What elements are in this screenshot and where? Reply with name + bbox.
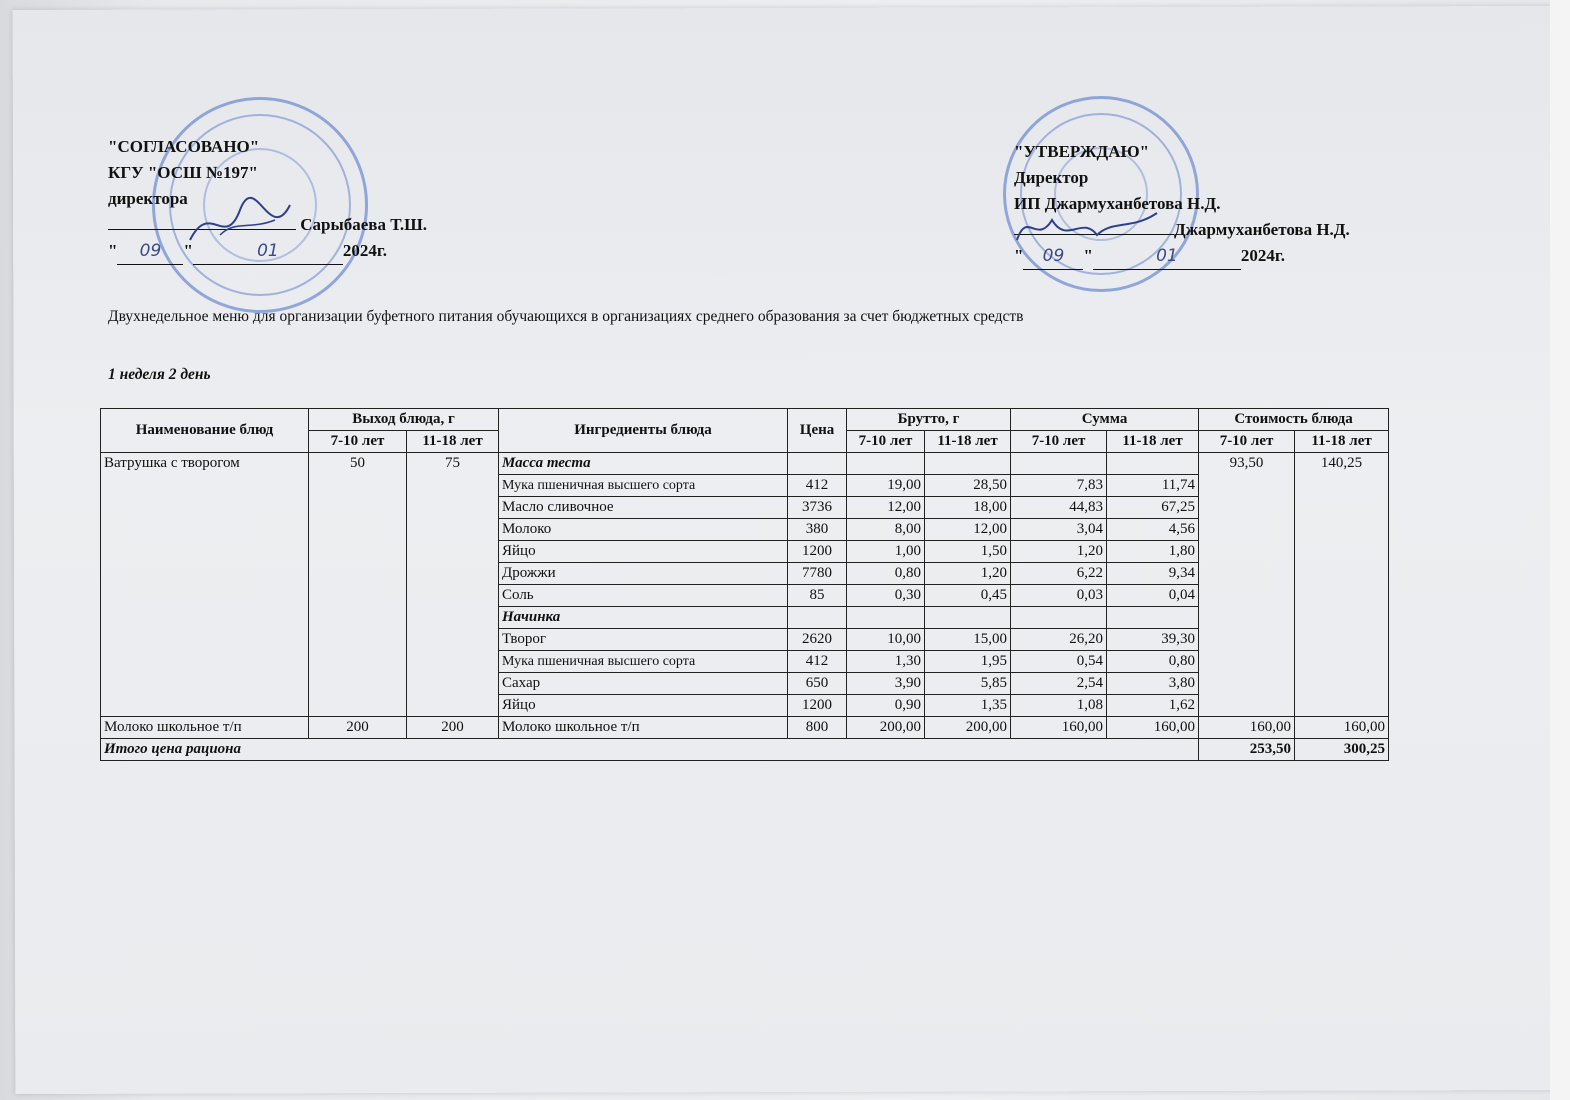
company-name: ИП Джармуханбетова Н.Д.: [1014, 194, 1221, 213]
signature-line: [1014, 217, 1350, 243]
ingredient-group: Масса теста: [499, 453, 788, 475]
col-ingredients: Ингредиенты блюда: [499, 409, 788, 453]
ingredient: Молоко: [499, 519, 788, 541]
signature-line: [108, 212, 427, 238]
sum-11-18: 1,62: [1107, 695, 1199, 717]
price: 2620: [788, 629, 847, 651]
table-row: [101, 717, 1389, 739]
age-7-10: 7-10 лет: [847, 431, 925, 453]
signer-name: Сарыбаева Т.Ш.: [300, 215, 428, 234]
gross-7-10: 8,00: [847, 519, 925, 541]
ingredient-group: Начинка: [499, 607, 788, 629]
price: 7780: [788, 563, 847, 585]
ingredient: Молоко школьное т/п: [499, 717, 788, 739]
date-line: " 09 " 01 2024г.: [1014, 243, 1350, 270]
gross-11-18: 28,50: [925, 475, 1011, 497]
gross-11-18: 1,20: [925, 563, 1011, 585]
gross-7-10: 1,30: [847, 651, 925, 673]
position-label: Директор: [1014, 168, 1089, 187]
ingredient: Мука пшеничная высшего сорта: [499, 475, 788, 497]
ingredient: Творог: [499, 629, 788, 651]
menu-table: [100, 408, 1389, 761]
price: 412: [788, 475, 847, 497]
ingredient: Яйцо: [499, 541, 788, 563]
sum-11-18: 160,00: [1107, 717, 1199, 739]
gross-11-18: [925, 607, 1011, 629]
price: 650: [788, 673, 847, 695]
dish-cost-11-18: 160,00: [1295, 717, 1389, 739]
sum-7-10: 3,04: [1011, 519, 1107, 541]
dish-cost-7-10: 93,50: [1199, 453, 1295, 717]
age-11-18: 11-18 лет: [1295, 431, 1389, 453]
ingredient: Мука пшеничная высшего сорта: [499, 651, 788, 673]
col-cost: Стоимость блюда: [1199, 409, 1389, 431]
age-7-10: 7-10 лет: [309, 431, 407, 453]
age-11-18: 11-18 лет: [925, 431, 1011, 453]
dish-yield-11-18: 75: [407, 453, 499, 717]
approval-block-left: [108, 134, 427, 265]
age-11-18: 11-18 лет: [407, 431, 499, 453]
document-title: Двухнедельное меню для организации буфетного питания обучающихся в организациях среднего образования за счет бюджетных средств: [108, 308, 1024, 325]
total-label: Итого цена рациона: [101, 739, 1199, 761]
date-day: 09: [1023, 243, 1083, 270]
price: 380: [788, 519, 847, 541]
sum-7-10: 1,08: [1011, 695, 1107, 717]
total-row: [101, 739, 1389, 761]
sum-7-10: 2,54: [1011, 673, 1107, 695]
ingredient: Масло сливочное: [499, 497, 788, 519]
sum-11-18: 67,25: [1107, 497, 1199, 519]
gross-7-10: [847, 607, 925, 629]
sum-11-18: 3,80: [1107, 673, 1199, 695]
sum-7-10: 160,00: [1011, 717, 1107, 739]
col-sum: Сумма: [1011, 409, 1199, 431]
sum-11-18: 11,74: [1107, 475, 1199, 497]
gross-7-10: 0,80: [847, 563, 925, 585]
price: [788, 607, 847, 629]
gross-11-18: 15,00: [925, 629, 1011, 651]
gross-7-10: 19,00: [847, 475, 925, 497]
gross-7-10: 12,00: [847, 497, 925, 519]
gross-7-10: 3,90: [847, 673, 925, 695]
background-edge: [1550, 0, 1570, 1100]
dish-cost-7-10: 160,00: [1199, 717, 1295, 739]
signer-name: Джармуханбетова Н.Д.: [1174, 220, 1350, 239]
gross-7-10: 0,30: [847, 585, 925, 607]
price: [788, 453, 847, 475]
gross-7-10: 0,90: [847, 695, 925, 717]
date-day: 09: [117, 238, 183, 265]
sum-7-10: 0,03: [1011, 585, 1107, 607]
sum-7-10: 0,54: [1011, 651, 1107, 673]
gross-11-18: 200,00: [925, 717, 1011, 739]
col-gross: Брутто, г: [847, 409, 1011, 431]
age-7-10: 7-10 лет: [1011, 431, 1107, 453]
dish-cost-11-18: 140,25: [1295, 453, 1389, 717]
gross-11-18: 1,95: [925, 651, 1011, 673]
sum-11-18: 1,80: [1107, 541, 1199, 563]
price: 85: [788, 585, 847, 607]
approval-title: "СОГЛАСОВАНО": [108, 137, 260, 156]
price: 1200: [788, 695, 847, 717]
sum-7-10: 6,22: [1011, 563, 1107, 585]
gross-11-18: 12,00: [925, 519, 1011, 541]
sum-7-10: 44,83: [1011, 497, 1107, 519]
date-year: 2024г.: [1240, 246, 1285, 265]
total-7-10: 253,50: [1199, 739, 1295, 761]
date-month: 01: [193, 238, 343, 265]
table-row: [101, 453, 1389, 475]
gross-7-10: [847, 453, 925, 475]
dish-yield-7-10: 50: [309, 453, 407, 717]
gross-7-10: 200,00: [847, 717, 925, 739]
dish-yield-11-18: 200: [407, 717, 499, 739]
gross-11-18: 5,85: [925, 673, 1011, 695]
ingredient: Дрожжи: [499, 563, 788, 585]
sum-7-10: 1,20: [1011, 541, 1107, 563]
total-11-18: 300,25: [1295, 739, 1389, 761]
price: 1200: [788, 541, 847, 563]
gross-11-18: [925, 453, 1011, 475]
gross-11-18: 0,45: [925, 585, 1011, 607]
approve-title: "УТВЕРЖДАЮ": [1014, 142, 1150, 161]
week-day-label: 1 неделя 2 день: [108, 366, 211, 383]
dish-name: Молоко школьное т/п: [101, 717, 309, 739]
sum-7-10: [1011, 607, 1107, 629]
gross-7-10: 1,00: [847, 541, 925, 563]
sum-7-10: 26,20: [1011, 629, 1107, 651]
ingredient: Яйцо: [499, 695, 788, 717]
gross-7-10: 10,00: [847, 629, 925, 651]
sum-11-18: 9,34: [1107, 563, 1199, 585]
ingredient: Сахар: [499, 673, 788, 695]
col-dish-name: Наименование блюд: [101, 409, 309, 453]
organization-name: КГУ "ОСШ №197": [108, 163, 258, 182]
date-year: 2024г.: [342, 241, 387, 260]
date-line: " 09 " 01 2024г.: [108, 238, 427, 265]
price: 412: [788, 651, 847, 673]
dish-yield-7-10: 200: [309, 717, 407, 739]
table-header-row: [101, 409, 1389, 431]
sum-7-10: 7,83: [1011, 475, 1107, 497]
sum-11-18: 0,80: [1107, 651, 1199, 673]
sum-7-10: [1011, 453, 1107, 475]
gross-11-18: 1,50: [925, 541, 1011, 563]
position-label: директора: [108, 189, 188, 208]
col-price: Цена: [788, 409, 847, 453]
ingredient: Соль: [499, 585, 788, 607]
sum-11-18: [1107, 453, 1199, 475]
gross-11-18: 1,35: [925, 695, 1011, 717]
dish-name: Ватрушка с творогом: [101, 453, 309, 717]
col-yield: Выход блюда, г: [309, 409, 499, 431]
age-11-18: 11-18 лет: [1107, 431, 1199, 453]
date-month: 01: [1093, 243, 1241, 270]
sum-11-18: [1107, 607, 1199, 629]
sum-11-18: 4,56: [1107, 519, 1199, 541]
sum-11-18: 0,04: [1107, 585, 1199, 607]
price: 3736: [788, 497, 847, 519]
approval-block-right: [1014, 139, 1350, 270]
sum-11-18: 39,30: [1107, 629, 1199, 651]
gross-11-18: 18,00: [925, 497, 1011, 519]
age-7-10: 7-10 лет: [1199, 431, 1295, 453]
price: 800: [788, 717, 847, 739]
